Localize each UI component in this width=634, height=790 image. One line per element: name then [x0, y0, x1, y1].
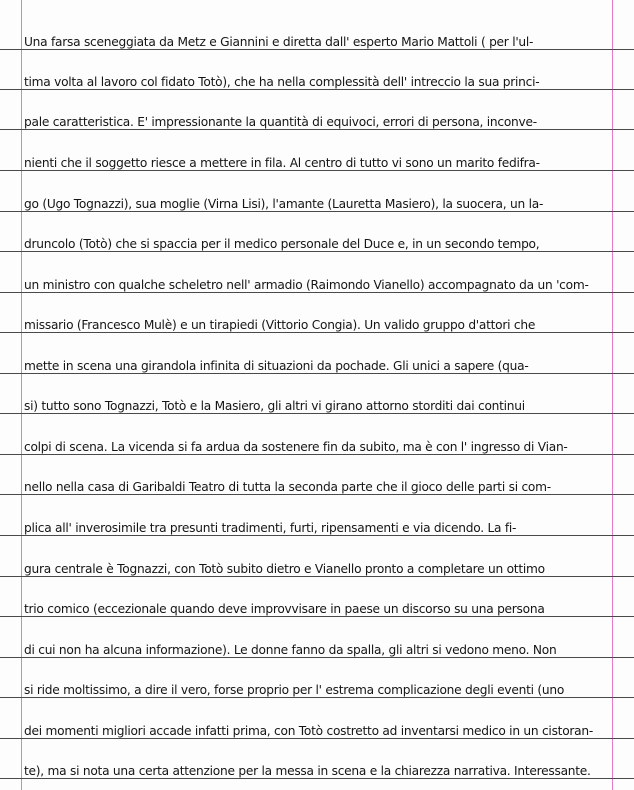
- handwritten-line: te), ma si nota una certa attenzione per la messa in scena e la chiarezza narrativa. Interessante.: [24, 764, 591, 778]
- handwritten-line: dei momenti migliori accade infatti prima, con Totò costretto ad inventarsi medico in un cistoran-: [24, 724, 594, 738]
- handwritten-line: si ride moltissimo, a dire il vero, forse proprio per l' estrema complicazione degli eventi (uno: [24, 683, 565, 697]
- left-margin-line: [21, 0, 22, 790]
- handwritten-line: colpi di scena. La vicenda si fa ardua da sostenere fin da subito, ma è con l' ingresso di Vian-: [24, 440, 568, 454]
- handwritten-line: si) tutto sono Tognazzi, Totò e la Masiero, gli altri vi girano attorno storditi dai continui: [24, 399, 525, 413]
- handwritten-line: di cui non ha alcuna informazione). Le donne fanno da spalla, gli altri si vedono meno. Non: [24, 643, 557, 657]
- handwritten-line: go (Ugo Tognazzi), sua moglie (Virna Lisi), l'amante (Lauretta Masiero), la suocera, un la-: [24, 197, 544, 211]
- handwritten-line: mette in scena una girandola infinita di situazioni da pochade. Gli unici a sapere (qua-: [24, 359, 529, 373]
- handwritten-line: plica all' inverosimile tra presunti tradimenti, furti, ripensamenti e via dicendo. La fi-: [24, 521, 517, 535]
- handwritten-line: missario (Francesco Mulè) e un tirapiedi (Vittorio Congia). Un valido gruppo d'attori che: [24, 318, 536, 332]
- handwritten-line: gura centrale è Tognazzi, con Totò subito dietro e Vianello pronto a completare un ottimo: [24, 562, 545, 576]
- handwritten-line: nienti che il soggetto riesce a mettere in fila. Al centro di tutto vi sono un marito fedifra-: [24, 156, 540, 170]
- handwritten-line: Una farsa sceneggiata da Metz e Giannini e diretta dall' esperto Mario Mattoli ( per l'ul-: [24, 35, 534, 49]
- handwritten-line: trio comico (eccezionale quando deve improvvisare in paese un discorso su una persona: [24, 602, 545, 616]
- handwritten-line: un ministro con qualche scheletro nell' armadio (Raimondo Vianello) accompagnato da un 'com-: [24, 278, 589, 292]
- handwritten-line: nello nella casa di Garibaldi Teatro di tutta la seconda parte che il gioco delle parti si com-: [24, 480, 551, 494]
- handwritten-line: druncolo (Totò) che si spaccia per il medico personale del Duce e, in un secondo tempo,: [24, 237, 540, 251]
- handwritten-line: tima volta al lavoro col fidato Totò), che ha nella complessità dell' intreccio la sua princi-: [24, 75, 540, 89]
- handwritten-line: pale caratteristica. E' impressionante la quantità di equivoci, errori di persona, inconve-: [24, 115, 537, 129]
